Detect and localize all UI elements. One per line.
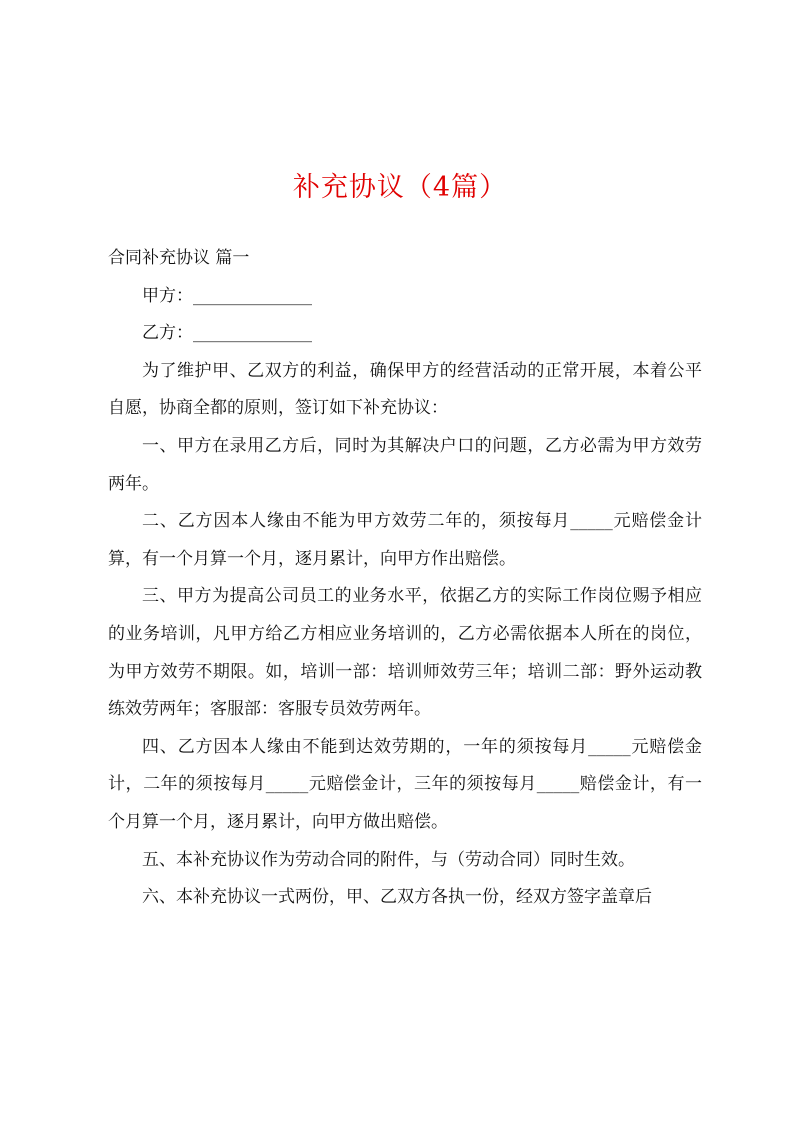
paragraph-clause-3: 三、甲方为提高公司员工的业务水平，依据乙方的实际工作岗位赐予相应的业务培训，凡甲方给乙方相应业务培训的，乙方必需依据本人所在的岗位，为甲方效劳不期限。如，培训一部：培训师效劳三年；培训二部：野外运动教练效劳两年；客服部：客服专员效劳两年。 (108, 586, 702, 720)
paragraph-clause-5: 五、本补充协议作为劳动合同的附件，与（劳动合同）同时生效。 (142, 849, 635, 870)
paragraph-clause-4: 四、乙方因本人缘由不能到达效劳期的，一年的须按每月_____元赔偿金计，二年的须按每月_____元赔偿金计，三年的须按每月_____赔偿金计，有一个月算一个月，逐月累计，向甲方做出赔偿。 (108, 736, 702, 832)
party-b-line: 乙方：______________ (142, 323, 312, 344)
document-body (108, 240, 702, 917)
paragraph-clause-1: 一、甲方在录用乙方后，同时为其解决户口的问题，乙方必需为甲方效劳两年。 (108, 435, 702, 494)
paragraph-clause-2: 二、乙方因本人缘由不能为甲方效劳二年的，须按每月_____元赔偿金计算，有一个月算一个月，逐月累计，向甲方作出赔偿。 (108, 511, 702, 569)
party-a-line: 甲方：______________ (142, 285, 312, 306)
document-title: 补充协议（4篇） (292, 172, 508, 203)
paragraph-clause-6: 六、本补充协议一式两份，甲、乙双方各执一份，经双方签字盖章后 (142, 887, 652, 908)
section-heading: 合同补充协议 篇一 (108, 248, 250, 268)
paragraph-preamble: 为了维护甲、乙双方的利益，确保甲方的经营活动的正常开展，本着公平自愿，协商全都的原则，签订如下补充协议： (108, 360, 702, 419)
